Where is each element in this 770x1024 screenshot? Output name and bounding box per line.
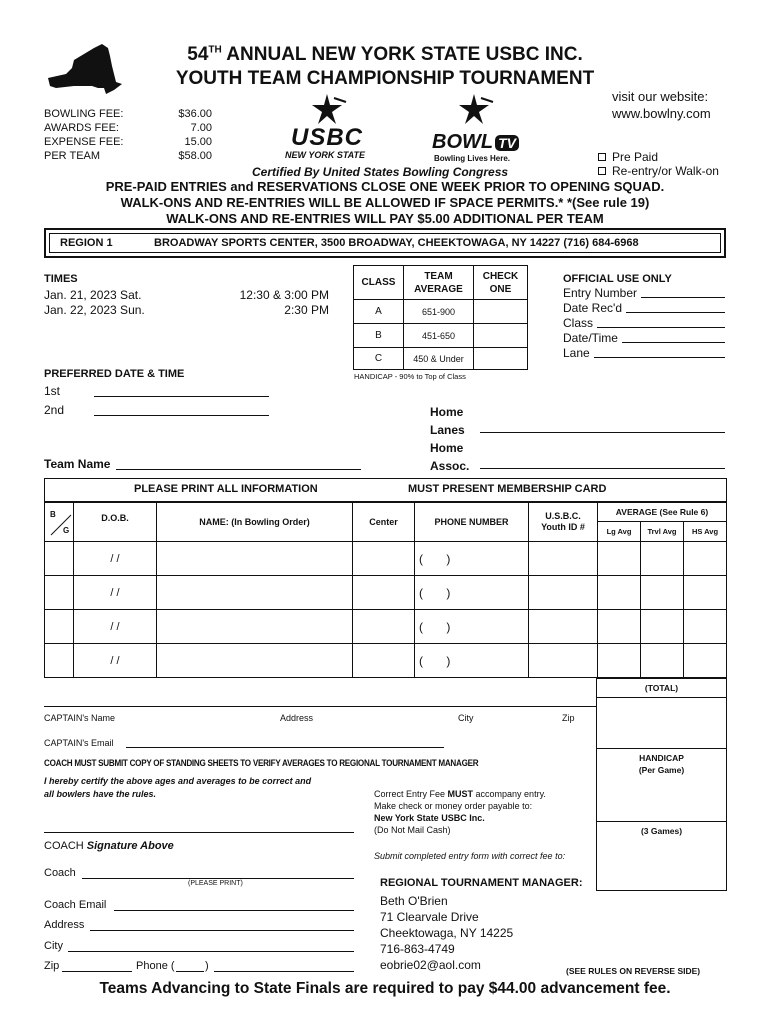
coach-signature-field[interactable]	[44, 832, 354, 833]
coach-must-submit: COACH MUST SUBMIT COPY OF STANDING SHEETS TO VERIFY AVERAGES TO REGIONAL TOURNAMENT MANAGER	[44, 758, 479, 768]
name-cell[interactable]	[156, 541, 353, 576]
manager-heading: REGIONAL TOURNAMENT MANAGER:	[380, 877, 583, 889]
trvl-avg-cell[interactable]	[640, 643, 684, 678]
page-title-line2: YOUTH TEAM CHAMPIONSHIP TOURNAMENT	[175, 68, 595, 89]
name-cell[interactable]	[156, 575, 353, 610]
total-field[interactable]	[596, 697, 727, 749]
class-cell: A	[354, 300, 404, 324]
coach-phone-area-field[interactable]	[176, 971, 204, 972]
coach-city-label: City	[44, 940, 63, 952]
manager-address: Beth O'Brien 71 Clearvale Drive Cheektowaga, NY 14225 716-863-4749 eobrie02@aol.com	[380, 894, 514, 972]
phone-cell[interactable]: ( )	[414, 541, 529, 576]
official-heading: OFFICIAL USE ONLY	[563, 273, 672, 285]
center-cell[interactable]	[352, 609, 415, 644]
usbc-logo	[272, 92, 382, 162]
advancement-fee-footer: Teams Advancing to State Finals are required to pay $44.00 advancement fee.	[99, 980, 671, 997]
captain-line[interactable]	[44, 706, 596, 707]
check-cell[interactable]	[474, 300, 528, 324]
check-cell[interactable]	[474, 324, 528, 348]
avg-cell: 450 & Under	[404, 348, 474, 370]
fee-row: EXPENSE FEE: 15.00	[44, 136, 212, 148]
notice-line-1: PRE-PAID ENTRIES and RESERVATIONS CLOSE ONE WEEK PRIOR TO OPENING SQUAD.	[105, 179, 665, 194]
dob-cell[interactable]: / /	[73, 643, 157, 678]
notice-line-3: WALK-ONS AND RE-ENTRIES WILL PAY $5.00 ADDITIONAL PER TEAM	[166, 211, 604, 226]
usbc-logo-sub: NEW YORK STATE	[284, 150, 365, 160]
website-url[interactable]: www.bowlny.com	[612, 106, 711, 121]
ny-state-map-logo	[44, 42, 126, 98]
coach-phone-label: Phone (	[136, 960, 175, 972]
time-row: Jan. 21, 2023 Sat. 12:30 & 3:00 PM	[44, 288, 329, 302]
bowltv-logo-tv: TV	[495, 135, 519, 151]
bowltv-tagline: Bowling Lives Here.	[434, 154, 511, 163]
see-rules-note: (SEE RULES ON REVERSE SIDE)	[566, 966, 701, 976]
team-name-field[interactable]	[116, 469, 361, 470]
usbc-id-cell[interactable]	[528, 575, 598, 610]
lg-avg-cell[interactable]	[597, 643, 641, 678]
avg-cell: 451-650	[404, 324, 474, 348]
notice-line-2: WALK-ONS AND RE-ENTRIES WILL BE ALLOWED IF SPACE PERMITS.* *(See rule 19)	[120, 195, 650, 210]
trvl-avg-col-header: Trvl Avg	[640, 521, 684, 542]
checkbox-icon[interactable]	[598, 167, 606, 175]
region-venue: BROADWAY SPORTS CENTER, 3500 BROADWAY, CHEEKTOWAGA, NY 14227 (716) 684-6968	[154, 237, 639, 249]
please-print-note: (PLEASE PRINT)	[188, 880, 243, 887]
lg-avg-col-header: Lg Avg	[597, 521, 641, 542]
hs-avg-cell[interactable]	[683, 541, 727, 576]
bg-cell[interactable]	[44, 541, 74, 576]
coach-signature-label: COACH Signature Above	[44, 840, 174, 852]
region-box	[44, 228, 726, 258]
phone-col-header: PHONE NUMBER	[414, 502, 529, 542]
trvl-avg-cell[interactable]	[640, 541, 684, 576]
usbc-id-cell[interactable]	[528, 609, 598, 644]
fee-list	[44, 107, 212, 163]
check-col-header: CHECK ONE	[474, 266, 528, 300]
official-use	[563, 273, 725, 361]
coach-phone-close: )	[205, 960, 209, 972]
coach-name-field[interactable]	[82, 878, 354, 879]
phone-cell[interactable]: ( )	[414, 643, 529, 678]
handicap-field[interactable]	[596, 748, 727, 822]
avg-cell: 651-900	[404, 300, 474, 324]
official-field: Date Rec'd	[563, 301, 725, 316]
region-label: REGION 1	[60, 237, 113, 249]
bg-cell[interactable]	[44, 575, 74, 610]
bowltv-logo	[428, 92, 524, 164]
usbc-logo-text: USBC	[290, 124, 363, 151]
official-field: Date/Time	[563, 331, 725, 346]
dob-cell[interactable]: / /	[73, 575, 157, 610]
payment-info: Correct Entry Fee MUST accompany entry. Make check or money order payable to: New York State USBC Inc. (Do Not Mail Cash)	[374, 789, 546, 835]
team-name-label: Team Name	[44, 457, 111, 471]
times-heading: TIMES	[44, 273, 78, 285]
captain-zip-label: Zip	[562, 713, 575, 723]
usbc-id-cell[interactable]	[528, 541, 598, 576]
membership-label: MUST PRESENT MEMBERSHIP CARD	[408, 483, 607, 495]
dob-cell[interactable]: / /	[73, 541, 157, 576]
center-cell[interactable]	[352, 643, 415, 678]
official-field: Lane	[563, 346, 725, 361]
dob-cell[interactable]: / /	[73, 609, 157, 644]
home-lanes-label: Home Lanes	[430, 405, 465, 437]
certified-line: Certified By United States Bowling Congress	[252, 165, 509, 179]
average-col-header: AVERAGE (See Rule 6)	[597, 502, 727, 522]
coach-zip-field[interactable]	[62, 971, 132, 972]
class-col-header: CLASS	[354, 266, 404, 300]
lg-avg-cell[interactable]	[597, 575, 641, 610]
hs-avg-cell[interactable]	[683, 575, 727, 610]
coach-address-label: Address	[44, 919, 85, 931]
dob-col-header: D.O.B.	[73, 502, 157, 542]
preferred-1st-field[interactable]	[94, 396, 269, 397]
check-cell[interactable]	[474, 348, 528, 370]
captain-address-label: Address	[280, 713, 314, 723]
bg-col-header: B G	[44, 502, 74, 542]
hs-avg-col-header: HS Avg	[683, 521, 727, 542]
trvl-avg-cell[interactable]	[640, 575, 684, 610]
lg-avg-cell[interactable]	[597, 609, 641, 644]
fee-row: PER TEAM $58.00	[44, 150, 212, 162]
three-games-label: (3 Games)	[640, 826, 683, 836]
entry-type-options	[598, 150, 719, 178]
hs-avg-cell[interactable]	[683, 609, 727, 644]
official-field: Entry Number	[563, 286, 725, 301]
name-cell[interactable]	[156, 609, 353, 644]
lg-avg-cell[interactable]	[597, 541, 641, 576]
time-row: Jan. 22, 2023 Sun. 2:30 PM	[44, 303, 329, 317]
class-table	[353, 265, 528, 370]
usbc-col-header: U.S.B.C. Youth ID #	[528, 502, 598, 542]
website-label: visit our website:	[612, 89, 709, 104]
totals-column	[596, 678, 727, 892]
bg-cell[interactable]	[44, 609, 74, 644]
center-cell[interactable]	[352, 541, 415, 576]
three-games-field[interactable]	[596, 821, 727, 891]
captain-email-field[interactable]	[126, 747, 444, 748]
coach-phone-field[interactable]	[214, 971, 354, 972]
handicap-label: HANDICAP (Per Game)	[638, 753, 685, 775]
fee-row: AWARDS FEE: 7.00	[44, 122, 212, 134]
official-field: Class	[563, 316, 725, 331]
coach-email-field[interactable]	[114, 910, 354, 911]
fee-row: BOWLING FEE: $36.00	[44, 108, 212, 120]
print-all-label: PLEASE PRINT ALL INFORMATION	[134, 483, 318, 495]
website-block	[612, 88, 711, 122]
name-col-header: NAME: (In Bowling Order)	[156, 502, 353, 542]
coach-city-field[interactable]	[68, 951, 354, 952]
handicap-note: HANDICAP - 90% to Top of Class	[354, 372, 466, 381]
hs-avg-cell[interactable]	[683, 643, 727, 678]
captain-city-label: City	[458, 713, 474, 723]
coach-name-label: Coach	[44, 867, 76, 879]
bowltv-logo-text: BOWL	[432, 131, 494, 153]
phone-cell[interactable]: ( )	[414, 575, 529, 610]
home-assoc-field[interactable]	[480, 468, 725, 469]
coach-email-label: Coach Email	[44, 899, 107, 911]
avg-col-header: TEAM AVERAGE	[404, 266, 474, 300]
checkbox-icon[interactable]	[598, 153, 606, 161]
total-label: (TOTAL)	[596, 678, 727, 698]
coach-zip-label: Zip	[44, 960, 60, 972]
preferred-heading: PREFERRED DATE & TIME	[44, 368, 185, 380]
times-list	[44, 288, 329, 318]
class-cell: B	[354, 324, 404, 348]
phone-cell[interactable]: ( )	[414, 609, 529, 644]
submit-note: Submit completed entry form with correct fee to:	[374, 851, 566, 861]
preferred-1st-label: 1st	[44, 384, 61, 398]
roster-rows	[44, 541, 727, 679]
home-lanes-field[interactable]	[480, 432, 725, 433]
name-cell[interactable]	[156, 643, 353, 678]
bg-cell[interactable]	[44, 643, 74, 678]
roster-header-row	[44, 502, 727, 542]
preferred-2nd-field[interactable]	[94, 415, 269, 416]
reentry-option[interactable]: Re-entry/or Walk-on	[598, 164, 719, 178]
usbc-id-cell[interactable]	[528, 643, 598, 678]
captain-email-label: CAPTAIN's Email	[44, 738, 114, 748]
captain-name-label: CAPTAIN's Name	[44, 713, 116, 723]
prepaid-option[interactable]: Pre Paid	[598, 150, 719, 164]
home-assoc-label: Home Assoc.	[430, 441, 470, 473]
trvl-avg-cell[interactable]	[640, 609, 684, 644]
page-title-line1: 54TH ANNUAL NEW YORK STATE USBC INC.	[187, 44, 583, 65]
center-cell[interactable]	[352, 575, 415, 610]
coach-address-field[interactable]	[90, 930, 354, 931]
preferred-2nd-label: 2nd	[44, 403, 65, 417]
class-cell: C	[354, 348, 404, 370]
center-col-header: Center	[352, 502, 415, 542]
coach-certify: I hereby certify the above ages and averages to be correct and all bowlers have the rules.	[44, 776, 312, 799]
